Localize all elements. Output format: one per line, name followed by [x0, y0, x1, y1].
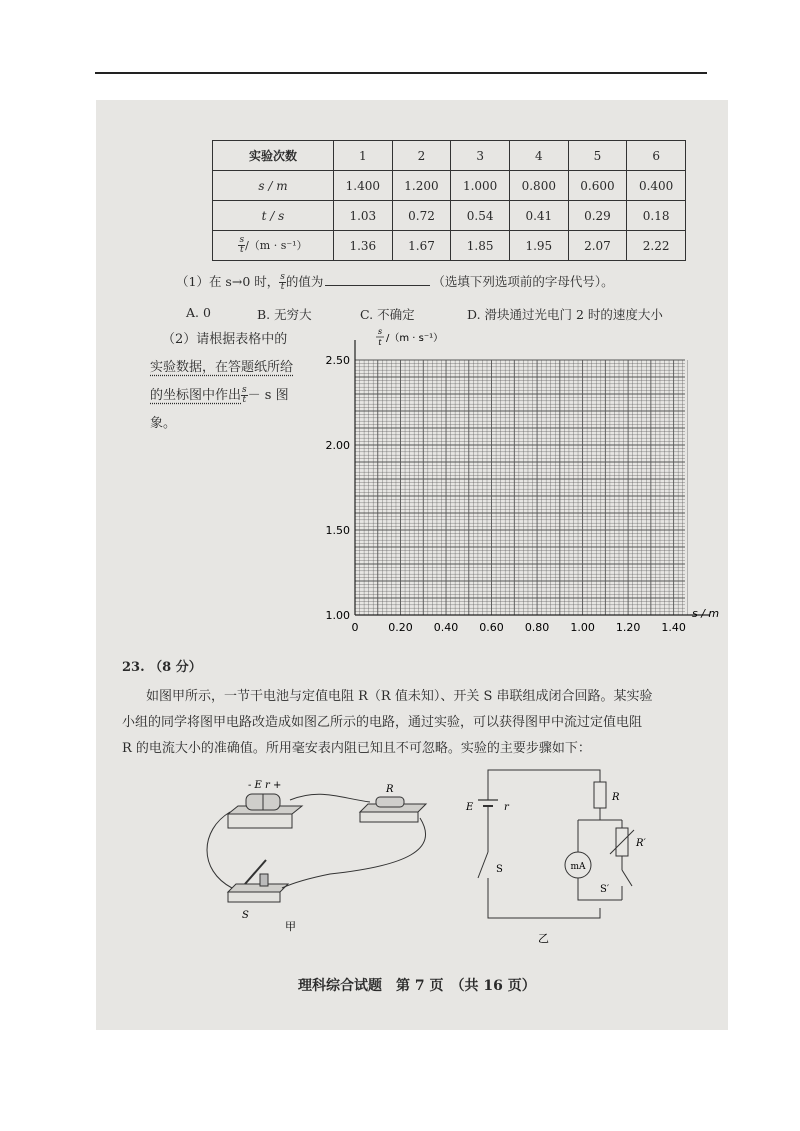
table-cell: 2.22 — [627, 231, 686, 261]
figure-jia — [190, 770, 450, 935]
x-tick-label: 1.00 — [570, 621, 595, 634]
resistor-block — [360, 797, 426, 822]
table-header-cell: 实验次数 — [213, 141, 334, 171]
y-tick-labels — [326, 354, 351, 622]
q2-line2-text: 实验数据，在答题纸所给 — [150, 360, 294, 375]
option-d: D. 滑块通过光电门 2 时的速度大小 — [467, 307, 663, 322]
option-c: C. 不确定 — [360, 307, 415, 322]
table-cell: 1.85 — [451, 231, 510, 261]
q2-line3 — [150, 383, 289, 408]
table-cell: 1.95 — [509, 231, 568, 261]
grid — [355, 360, 687, 615]
switch-s-label: S — [496, 864, 503, 875]
unit-label: /（m · s⁻¹） — [245, 239, 308, 252]
table-cell: 6 — [627, 141, 686, 171]
rheostat-label: R′ — [636, 838, 646, 849]
table-row-label: s / m — [213, 171, 334, 201]
table-cell: 1.200 — [392, 171, 451, 201]
q23-para1: 如图甲所示，一节干电池与定值电阻 R（R 值未知）、开关 S 串联组成闭合回路。某实验 — [146, 689, 653, 704]
page-footer: 理科综合试题 第 7 页 （共 16 页） — [298, 978, 536, 994]
table-cell: 4 — [509, 141, 568, 171]
table-row — [213, 141, 686, 171]
schematic-wires — [488, 770, 622, 918]
table-cell: 1 — [334, 141, 393, 171]
x-tick-label: 1.20 — [615, 621, 641, 634]
experiment-table — [212, 140, 686, 261]
table-cell: 2.07 — [568, 231, 627, 261]
q1-middle: 的值为 — [285, 274, 324, 289]
figure-yi-caption: 乙 — [538, 932, 549, 945]
y-label-den: t — [378, 338, 382, 347]
q2-line3-suffix: － s 图 — [247, 388, 289, 403]
q23-para2: 小组的同学将图甲电路改造成如图乙所示的电路，通过实验，可以获得图甲中流过定值电阻 — [122, 715, 643, 730]
table-cell: 0.72 — [392, 201, 451, 231]
x-axis-label: s / m — [692, 607, 720, 620]
resistor-label: R — [386, 784, 394, 795]
y-tick-label: 2.50 — [325, 354, 350, 367]
fraction — [279, 273, 286, 292]
rheostat-arrow — [610, 830, 634, 854]
battery-block — [228, 794, 302, 828]
q2-line2 — [150, 355, 293, 380]
fraction — [241, 386, 248, 405]
question-1 — [176, 273, 614, 292]
graph-paper-chart — [320, 325, 720, 645]
answer-blank[interactable] — [325, 273, 430, 286]
y-tick-label: 1.50 — [325, 524, 350, 537]
wire — [290, 794, 370, 802]
q23-para3: R 的电流大小的准确值。所用毫安表内阻已知且不可忽略。实验的主要步骤如下： — [122, 741, 591, 756]
internal-r-label: r — [504, 802, 509, 813]
table-row — [213, 231, 686, 261]
q23-score: （8 分） — [149, 660, 202, 675]
figure-jia-caption: 甲 — [285, 920, 296, 933]
table-cell: 3 — [451, 141, 510, 171]
frac-num: s — [239, 235, 245, 245]
table-cell: 0.54 — [451, 201, 510, 231]
table-cell: 1.67 — [392, 231, 451, 261]
resistor-r-label: R — [612, 792, 620, 803]
q1-suffix: （选填下列选项前的字母代号）。 — [432, 274, 614, 289]
frac-den: t — [280, 282, 285, 292]
option-a: A. 0 — [186, 305, 211, 320]
table-cell: 0.600 — [568, 171, 627, 201]
q2-line4: 象。 — [150, 416, 177, 431]
q2-line3-prefix: 的坐标图中作出 — [150, 388, 242, 403]
frac-den: t — [239, 245, 244, 255]
header-rule — [95, 72, 707, 74]
table-cell: 0.800 — [509, 171, 568, 201]
table-cell: 1.36 — [334, 231, 393, 261]
milliammeter-label: mA — [570, 862, 586, 872]
y-axis-label — [376, 327, 443, 347]
table-cell: 2 — [392, 141, 451, 171]
wire — [282, 818, 426, 888]
x-tick-labels — [352, 621, 686, 634]
y-tick-label: 1.00 — [325, 609, 350, 622]
switch-s — [478, 852, 488, 878]
switch-s-prime — [622, 870, 632, 886]
x-tick-label: 0.60 — [479, 621, 504, 634]
y-label-num: s — [377, 327, 383, 336]
y-tick-label: 2.00 — [325, 439, 350, 452]
option-b: B. 无穷大 — [257, 307, 312, 322]
table-cell: 0.400 — [627, 171, 686, 201]
frac-num: s — [242, 385, 247, 395]
table-row-label: t / s — [213, 201, 334, 231]
switch-block — [228, 860, 288, 902]
q1-prefix: （1）在 s→0 时， — [176, 274, 280, 289]
x-tick-label: 0.80 — [524, 621, 550, 634]
figure-yi — [460, 760, 660, 950]
switch-label: S — [242, 910, 249, 921]
table-cell: 1.400 — [334, 171, 393, 201]
emf-label: E — [466, 802, 474, 813]
x-tick-label: 0.20 — [388, 621, 413, 634]
table-row — [213, 201, 686, 231]
table-cell: 0.29 — [568, 201, 627, 231]
x-tick-label: 0 — [351, 621, 359, 634]
table-cell: 0.41 — [509, 201, 568, 231]
q23-heading — [122, 655, 202, 680]
resistor-r — [594, 782, 606, 808]
table-cell: 5 — [568, 141, 627, 171]
x-tick-label: 0.40 — [433, 621, 459, 634]
frac-num: s — [280, 272, 285, 282]
battery-label: - E r + — [248, 780, 282, 791]
table-cell: 1.000 — [451, 171, 510, 201]
q23-number: 23. — [122, 660, 145, 675]
frac-den: t — [242, 395, 247, 405]
table-cell: 0.18 — [627, 201, 686, 231]
y-label-unit: /（m · s⁻¹） — [386, 333, 444, 344]
table-cell: 1.03 — [334, 201, 393, 231]
q2-line1: （2）请根据表格中的 — [162, 332, 288, 347]
switch-s-prime-label: S′ — [600, 884, 610, 895]
table-row — [213, 171, 686, 201]
table-row-label — [213, 231, 334, 261]
x-tick-label: 1.40 — [661, 621, 686, 634]
